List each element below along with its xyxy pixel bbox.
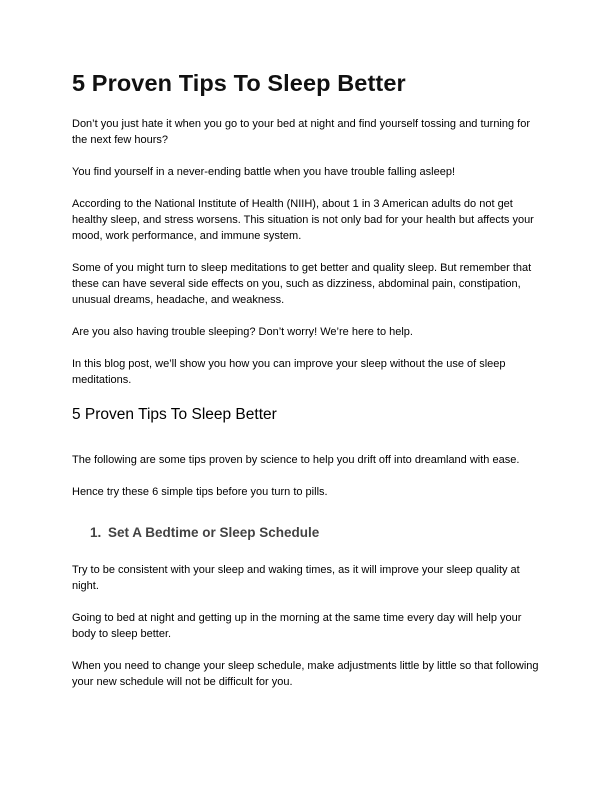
intro-paragraph: You find yourself in a never-ending battle when you have trouble falling asleep! [72,166,456,178]
tip-heading [90,525,319,540]
intro-paragraph: Some of you might turn to sleep meditations to get better and quality sleep. But remember that these can have several side effects on you, such as dizziness, abdominal pain, constipation, unusual dreams, headache, and weakness. [72,262,532,306]
tip-paragraph: Going to bed at night and getting up in the morning at the same time every day will help your body to sleep better. [72,612,522,640]
tip-number: 1. [90,525,102,540]
tip-paragraph: When you need to change your sleep schedule, make adjustments little by little so that following your new schedule will not be difficult for you. [72,660,539,688]
section-paragraph: The following are some tips proven by science to help you drift off into dreamland with ease. [72,454,520,466]
intro-paragraph: In this blog post, we’ll show you how you can improve your sleep without the use of sleep meditations. [72,358,506,386]
section-heading: 5 Proven Tips To Sleep Better [72,406,277,423]
intro-paragraph: Don’t you just hate it when you go to your bed at night and find yourself tossing and turning for the next few hours? [72,118,531,146]
page-title: 5 Proven Tips To Sleep Better [72,70,406,96]
intro-paragraph: Are you also having trouble sleeping? Don’t worry! We’re here to help. [72,326,413,338]
intro-paragraph: According to the National Institute of Health (NIIH), about 1 in 3 American adults do not get healthy sleep, and stress worsens. This situation is not only bad for your health but affects your mood, work performance, and immune system. [72,198,534,242]
tip-heading-text: Set A Bedtime or Sleep Schedule [108,525,320,540]
section-paragraph: Hence try these 6 simple tips before you turn to pills. [72,486,328,498]
tip-paragraph: Try to be consistent with your sleep and waking times, as it will improve your sleep quality at night. [72,564,520,592]
